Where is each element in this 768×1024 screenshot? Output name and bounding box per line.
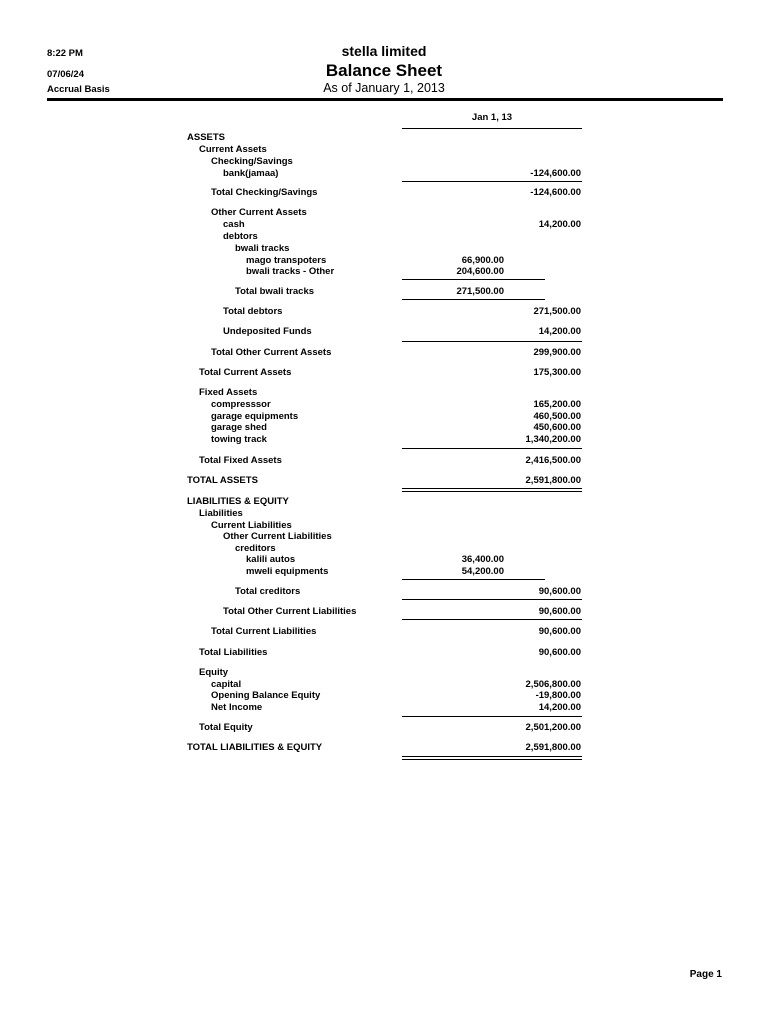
row-label: mweli equipments bbox=[246, 566, 329, 577]
underline bbox=[402, 448, 582, 449]
report-time: 8:22 PM bbox=[47, 48, 83, 59]
report-row bbox=[0, 496, 768, 508]
row-label: creditors bbox=[235, 543, 276, 554]
row-amount: 204,600.00 bbox=[456, 266, 504, 277]
report-row bbox=[0, 606, 768, 618]
row-amount: 2,591,800.00 bbox=[525, 475, 581, 486]
report-row bbox=[0, 168, 768, 180]
row-amount: 90,600.00 bbox=[538, 626, 581, 637]
header-divider bbox=[47, 98, 723, 101]
row-amount: 2,501,200.00 bbox=[525, 722, 581, 733]
row-amount: 2,591,800.00 bbox=[525, 742, 581, 753]
report-row bbox=[0, 722, 768, 734]
row-label: Checking/Savings bbox=[211, 156, 293, 167]
page-number: Page 1 bbox=[689, 969, 722, 980]
row-label: Total Equity bbox=[199, 722, 253, 733]
row-amount: 1,340,200.00 bbox=[525, 434, 581, 445]
report-row bbox=[0, 243, 768, 255]
row-label: Net Income bbox=[211, 702, 263, 713]
row-amount: 54,200.00 bbox=[461, 566, 504, 577]
report-row bbox=[0, 144, 768, 156]
row-label: kalili autos bbox=[246, 554, 296, 565]
report-row bbox=[0, 326, 768, 338]
underline bbox=[402, 619, 582, 620]
report-row bbox=[0, 702, 768, 714]
report-row bbox=[0, 626, 768, 638]
row-label: Total Current Liabilities bbox=[211, 626, 317, 637]
double-underline bbox=[402, 756, 582, 760]
row-label: garage shed bbox=[211, 422, 267, 433]
row-amount: -19,800.00 bbox=[535, 690, 581, 701]
report-title: Balance Sheet bbox=[325, 61, 443, 80]
report-row bbox=[0, 266, 768, 278]
company-name: stella limited bbox=[341, 43, 427, 59]
row-amount: 90,600.00 bbox=[538, 606, 581, 617]
row-amount: 2,416,500.00 bbox=[525, 455, 581, 466]
row-label: Opening Balance Equity bbox=[211, 690, 321, 701]
report-row bbox=[0, 231, 768, 243]
row-label: Total Other Current Liabilities bbox=[223, 606, 357, 617]
underline bbox=[402, 181, 582, 182]
row-label: Current Assets bbox=[199, 144, 267, 155]
row-label: Other Current Liabilities bbox=[223, 531, 332, 542]
report-row bbox=[0, 475, 768, 487]
report-row bbox=[0, 367, 768, 379]
row-label: Total debtors bbox=[223, 306, 283, 317]
row-label: mago transpoters bbox=[246, 255, 327, 266]
underline bbox=[402, 299, 545, 300]
column-heading-underline bbox=[402, 128, 582, 129]
row-label: Equity bbox=[199, 667, 229, 678]
row-label: Total Other Current Assets bbox=[211, 347, 332, 358]
report-row bbox=[0, 399, 768, 411]
report-row bbox=[0, 207, 768, 219]
report-row bbox=[0, 554, 768, 566]
row-label: ASSETS bbox=[187, 132, 226, 143]
row-amount: 165,200.00 bbox=[533, 399, 581, 410]
report-row bbox=[0, 422, 768, 434]
row-amount: -124,600.00 bbox=[530, 187, 581, 198]
double-underline bbox=[402, 488, 582, 492]
row-label: garage equipments bbox=[211, 411, 299, 422]
row-amount: 90,600.00 bbox=[538, 586, 581, 597]
row-label: Total Liabilities bbox=[199, 647, 268, 658]
report-row bbox=[0, 455, 768, 467]
row-label: bwali tracks bbox=[235, 243, 290, 254]
report-date: 07/06/24 bbox=[47, 69, 84, 80]
row-label: TOTAL LIABILITIES & EQUITY bbox=[187, 742, 323, 753]
row-amount: 299,900.00 bbox=[533, 347, 581, 358]
report-row bbox=[0, 156, 768, 168]
row-label: Undeposited Funds bbox=[223, 326, 312, 337]
row-amount: 450,600.00 bbox=[533, 422, 581, 433]
row-amount: 14,200.00 bbox=[538, 219, 581, 230]
underline bbox=[402, 716, 582, 717]
row-label: bwali tracks - Other bbox=[246, 266, 335, 277]
report-row bbox=[0, 667, 768, 679]
row-label: debtors bbox=[223, 231, 258, 242]
row-label: LIABILITIES & EQUITY bbox=[187, 496, 289, 507]
report-row bbox=[0, 387, 768, 399]
report-row bbox=[0, 742, 768, 754]
report-row bbox=[0, 647, 768, 659]
report-row bbox=[0, 286, 768, 298]
row-label: Total bwali tracks bbox=[235, 286, 315, 297]
report-row bbox=[0, 531, 768, 543]
report-basis: Accrual Basis bbox=[47, 84, 110, 95]
row-label: Current Liabilities bbox=[211, 520, 292, 531]
underline bbox=[402, 579, 545, 580]
report-row bbox=[0, 566, 768, 578]
report-row bbox=[0, 508, 768, 520]
row-label: Other Current Assets bbox=[211, 207, 307, 218]
row-amount: 90,600.00 bbox=[538, 647, 581, 658]
row-label: TOTAL ASSETS bbox=[187, 475, 258, 486]
row-label: towing track bbox=[211, 434, 267, 445]
row-amount: 271,500.00 bbox=[456, 286, 504, 297]
row-label: Liabilities bbox=[199, 508, 243, 519]
row-amount: -124,600.00 bbox=[530, 168, 581, 179]
row-amount: 36,400.00 bbox=[461, 554, 504, 565]
report-row bbox=[0, 187, 768, 199]
row-label: Total Current Assets bbox=[199, 367, 292, 378]
underline bbox=[402, 599, 582, 600]
report-as-of-date: As of January 1, 2013 bbox=[323, 81, 445, 95]
row-label: compresssor bbox=[211, 399, 271, 410]
row-label: capital bbox=[211, 679, 242, 690]
row-amount: 14,200.00 bbox=[538, 702, 581, 713]
row-amount: 14,200.00 bbox=[538, 326, 581, 337]
row-amount: 2,506,800.00 bbox=[525, 679, 581, 690]
row-amount: 175,300.00 bbox=[533, 367, 581, 378]
underline bbox=[402, 279, 545, 280]
row-amount: 460,500.00 bbox=[533, 411, 581, 422]
row-label: bank(jamaa) bbox=[223, 168, 279, 179]
row-label: Total creditors bbox=[235, 586, 301, 597]
row-label: Total Checking/Savings bbox=[211, 187, 318, 198]
report-row bbox=[0, 690, 768, 702]
row-label: cash bbox=[223, 219, 245, 230]
report-row bbox=[0, 219, 768, 231]
report-row bbox=[0, 347, 768, 359]
row-amount: 271,500.00 bbox=[533, 306, 581, 317]
report-row bbox=[0, 306, 768, 318]
column-heading: Jan 1, 13 bbox=[471, 112, 513, 123]
row-label: Fixed Assets bbox=[199, 387, 258, 398]
row-amount: 66,900.00 bbox=[461, 255, 504, 266]
row-label: Total Fixed Assets bbox=[199, 455, 282, 466]
report-row bbox=[0, 586, 768, 598]
report-row bbox=[0, 132, 768, 144]
report-row bbox=[0, 434, 768, 446]
underline bbox=[402, 341, 582, 342]
